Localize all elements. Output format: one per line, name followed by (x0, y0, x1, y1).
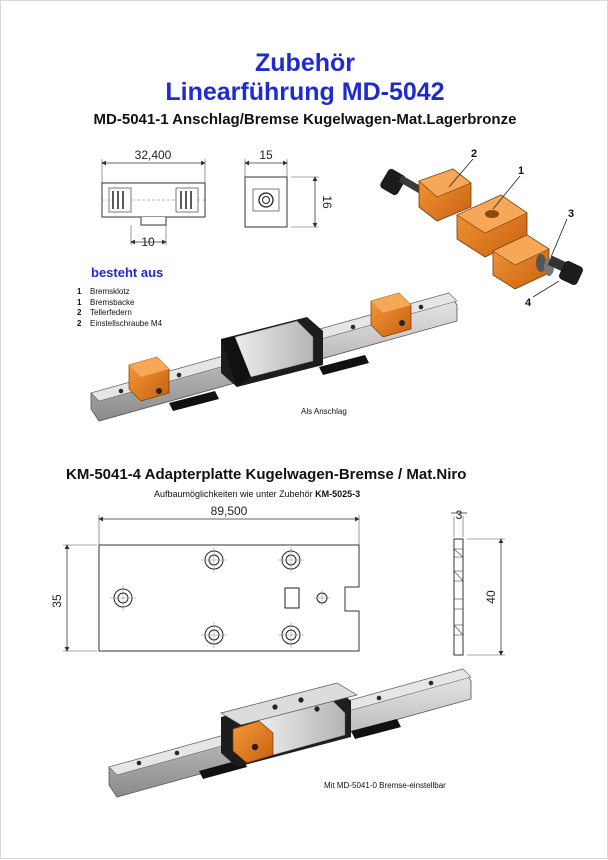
drawing2-side-view (451, 508, 505, 655)
dim-side2-height-label: 40 (484, 590, 498, 604)
exploded-assembly-view (379, 148, 584, 309)
parts-list-item: 1 Bremsklotz (77, 287, 130, 296)
dim-side-height-label: 16 (320, 195, 334, 209)
parts-list-item: 2 Tellerfedern (77, 308, 132, 317)
callout-3: 3 (568, 208, 575, 220)
parts-list-heading: besteht aus (91, 265, 164, 280)
callout-2: 2 (471, 148, 478, 160)
drawing1-front-view (102, 148, 205, 249)
dim-plate-height-label: 35 (50, 594, 64, 608)
rail-assembly-brake (109, 669, 471, 797)
technical-drawings (1, 1, 608, 860)
caption-stop: Als Anschlag (301, 407, 347, 416)
dim-side-width-label: 15 (259, 148, 273, 162)
section2-title: KM-5041-4 Adapterplatte Kugelwagen-Bremse / Mat.Niro (66, 466, 467, 483)
parts-list-item: 2 Einstellschraube M4 (77, 318, 163, 328)
section1-title: MD-5041-1 Anschlag/Bremse Kugelwagen-Mat.Lagerbronze (93, 111, 517, 128)
dim-width-label: 32,400 (134, 148, 172, 162)
dim-plate-width-label: 89,500 (210, 504, 248, 518)
caption-brake: Mit MD-5041-0 Bremse-einstellbar (324, 781, 446, 790)
callout-1: 1 (518, 165, 525, 177)
parts-list-item: 1 Bremsbacke (77, 297, 135, 307)
parts-list (77, 287, 162, 329)
drawing2-plate-view (50, 504, 359, 651)
dim-thickness-label: 3 (455, 508, 463, 522)
section2-note: Aufbaumöglichkeiten wie unter Zubehör KM-5025-3 (154, 489, 361, 499)
drawing1-side-view (245, 148, 334, 227)
page-subtitle: Linearführung MD-5042 (165, 78, 445, 106)
callout-4: 4 (525, 297, 532, 309)
page-title: Zubehör (255, 49, 355, 77)
dim-gap-label: 10 (141, 235, 155, 249)
